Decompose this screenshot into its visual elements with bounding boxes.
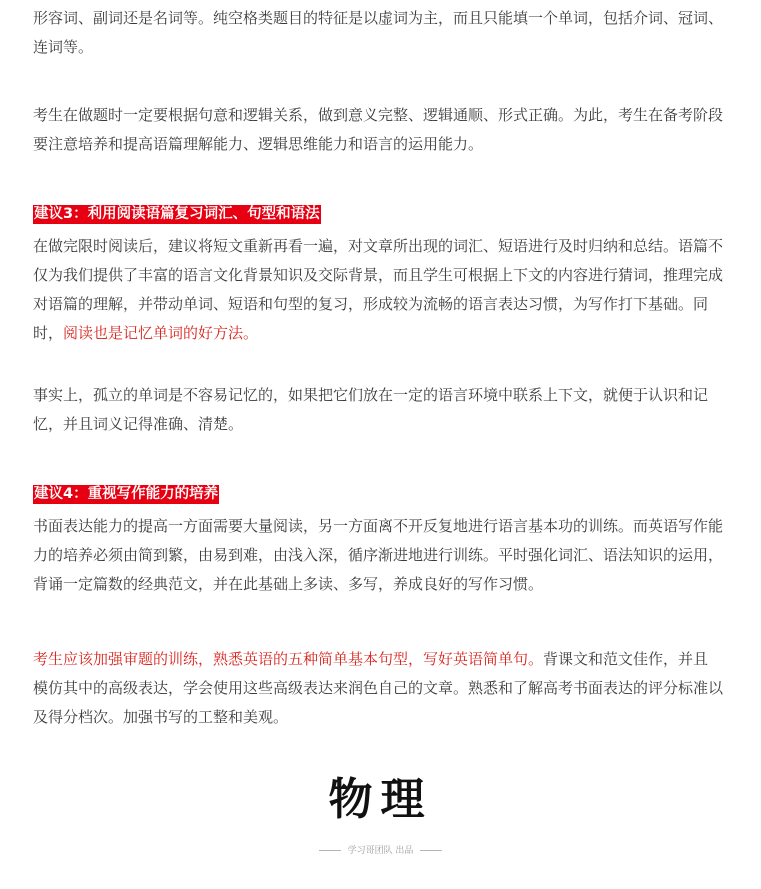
credit-text: 学习哥团队 出品: [347, 846, 414, 856]
paragraph-writing-ability: [33, 512, 723, 599]
paragraph-text: 书面表达能力的提高一方面需要大量阅读，另一方面离不开反复地进行语言基本功的训练。而英语写作能力的培养必须由简到繁，由易到难，由浅入深，循序渐进地进行训练。平时强化词汇、语法知识的运用，背诵一定篇数的经典范文，并在此基础上多读、多写，养成良好的写作习惯。: [33, 517, 724, 593]
paragraph-text: 考生在做题时一定要根据句意和逻辑关系，做到意义完整、逻辑通顺、形式正确。为此，考生在备考阶段要注意培养和提高语篇理解能力、逻辑思维能力和语言的运用能力。: [33, 106, 724, 153]
highlight-text: 考生应该加强审题的训练，熟悉英语的五种简单基本句型，写好英语简单句。: [33, 650, 544, 668]
paragraph-reading-review: [33, 232, 723, 348]
paragraph-writing-tips: [33, 645, 723, 732]
section-heading-advice-3: [33, 203, 321, 224]
paragraph-text: 事实上，孤立的单词是不容易记忆的，如果把它们放在一定的语言环境中联系上下文，就便于认识和记忆，并且词义记得准确、清楚。: [33, 386, 709, 433]
paragraph-cloze-types: [33, 4, 723, 62]
heading-label: 建议3：利用阅读语篇复习词汇、句型和语法: [34, 206, 320, 222]
paragraph-word-memory: [33, 381, 723, 439]
credit-line: [0, 844, 761, 858]
section-heading-advice-4: [33, 483, 219, 504]
subject-title: 物理: [328, 774, 433, 825]
paragraph-text: 在做完限时阅读后，建议将短文重新再看一遍，对文章所出现的词汇、短语进行及时归纳和总结。语篇不仅为我们提供了丰富的语言文化背景知识及交际背景，而且学生可根据上下文的内容进行猜词，推理完成对语篇的理解，并带动单词、短语和句型的复习，形成较为流畅的语言表达习惯，为写作打下基础。同时，: [33, 237, 724, 342]
divider-right: [420, 850, 442, 851]
divider-left: [319, 850, 341, 851]
heading-label: 建议4：重视写作能力的培养: [34, 486, 219, 502]
highlight-text: 阅读也是记忆单词的好方法。: [63, 324, 259, 342]
paragraph-text: 形容词、副词还是名词等。纯空格类题目的特征是以虚词为主，而且只能填一个单词，包括介词、冠词、连词等。: [33, 9, 724, 56]
paragraph-text: 背课文和范文佳作，并且模仿其中的高级表达，学会使用这些高级表达来润色自己的文章。熟悉和了解高考书面表达的评分标准以及得分档次。加强书写的工整和美观。: [33, 650, 724, 726]
paragraph-logic-advice: [33, 101, 723, 159]
